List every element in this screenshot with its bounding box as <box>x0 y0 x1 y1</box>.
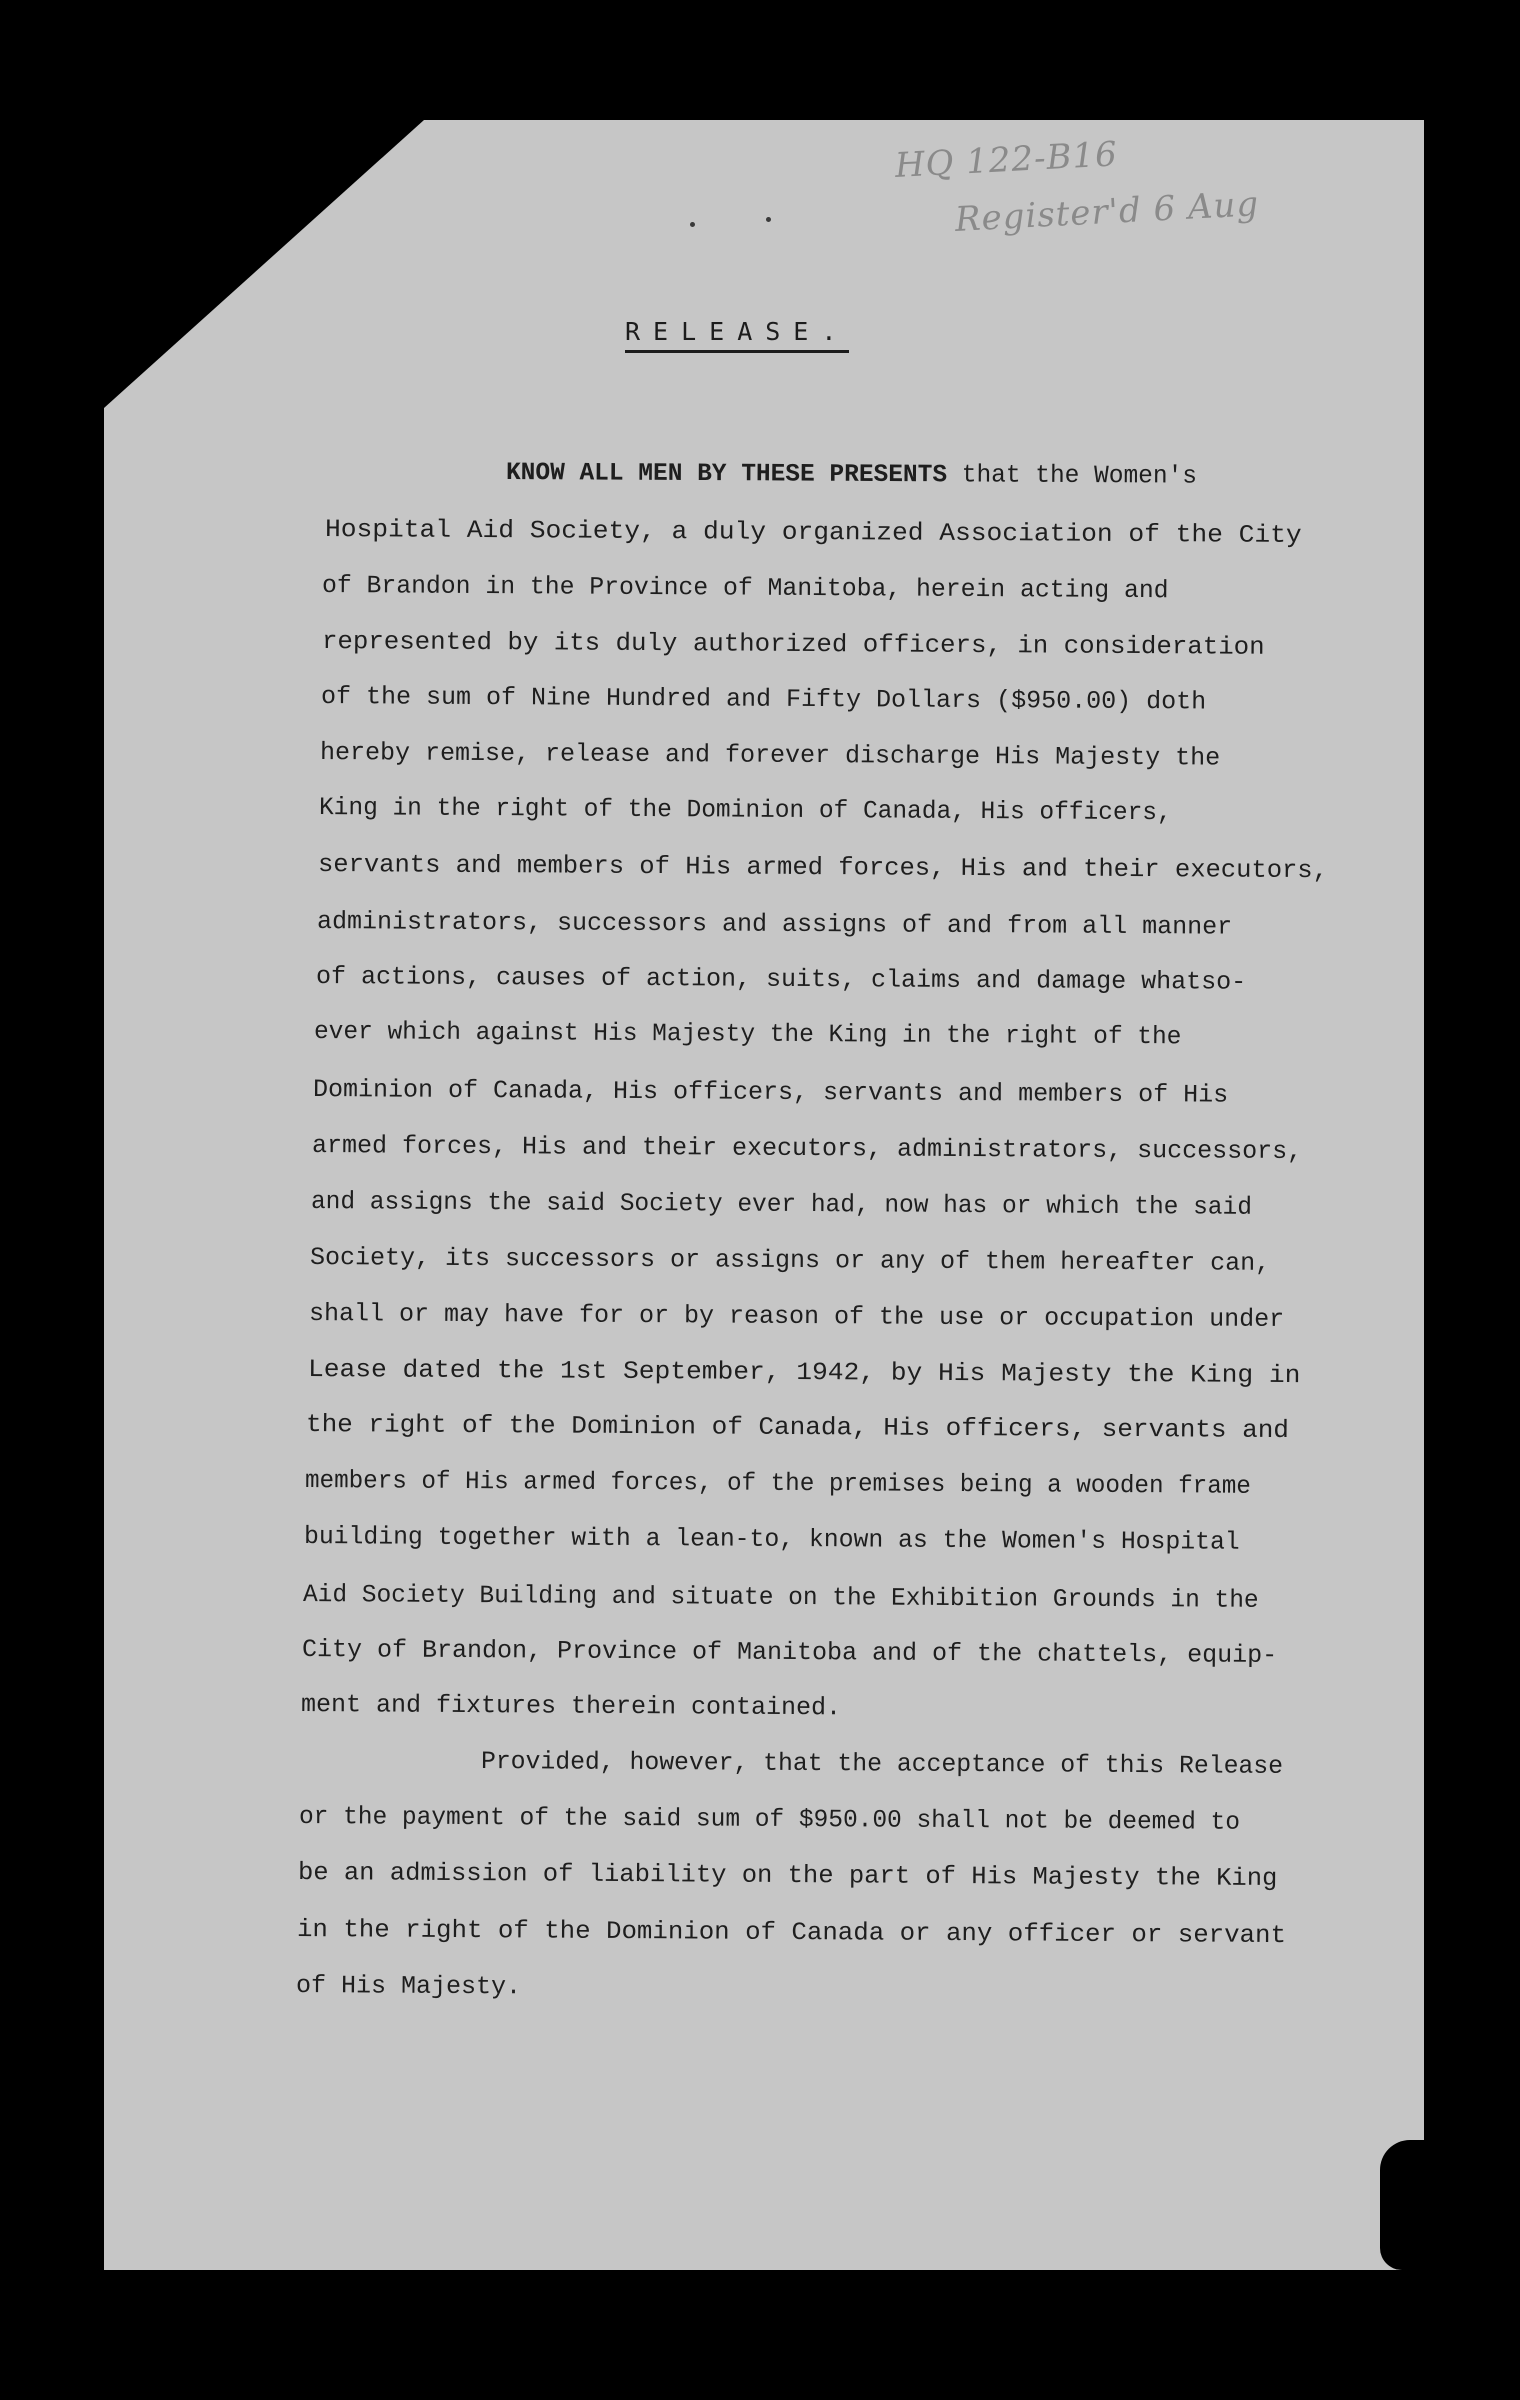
text-line: Aid Society Building and situate on the Exhibition Grounds in the <box>302 1580 1259 1615</box>
text-line: be an admission of liability on the part of His Majesty the King <box>297 1858 1278 1893</box>
text-line: of His Majesty. <box>295 1971 522 2002</box>
text-line: shall or may have for or by reason of the use or occupation under <box>308 1299 1285 1334</box>
text-line <box>506 458 1197 492</box>
handwritten-registration-note: Register'd 6 Aug <box>953 184 1261 240</box>
ink-dot <box>690 222 695 227</box>
text-line: ment and fixtures therein contained. <box>300 1690 842 1723</box>
text-line: armed forces, His and their executors, administrators, successors, <box>311 1131 1303 1167</box>
text-line: hereby remise, release and forever discharge His Majesty the <box>319 738 1221 773</box>
ink-dot <box>766 217 771 222</box>
text-line: City of Brandon, Province of Manitoba and of the chattels, equip- <box>301 1635 1278 1670</box>
text-line: in the right of the Dominion of Canada or any officer or servant <box>296 1915 1287 1951</box>
text-line-rest: that the Women's <box>946 460 1198 491</box>
text-line: of the sum of Nine Hundred and Fifty Dollars ($950.00) doth <box>320 682 1207 717</box>
text-line: of actions, causes of action, suits, claims and damage whatso- <box>315 962 1247 997</box>
text-line: Society, its successors or assigns or any of them hereafter can, <box>309 1243 1271 1278</box>
text-line: ever which against His Majesty the King in the right of the <box>313 1017 1182 1052</box>
text-line: and assigns the said Society ever had, now has or which the said <box>310 1187 1253 1222</box>
text-line: Dominion of Canada, His officers, servants and members of His <box>312 1075 1229 1110</box>
text-line: Lease dated the 1st September, 1942, by His Majesty the King in <box>307 1355 1301 1391</box>
text-line: members of His armed forces, of the premises being a wooden frame <box>304 1466 1251 1501</box>
text-line: represented by its duly authorized officers, in consideration <box>321 627 1265 662</box>
document-title: RELEASE. <box>625 317 849 353</box>
text-line: the right of the Dominion of Canada, His officers, servants and <box>305 1410 1290 1446</box>
paper-damage <box>1380 2140 1440 2270</box>
text-line: Provided, however, that the acceptance of this Release <box>480 1747 1284 1781</box>
text-line: building together with a lean-to, known as the Women's Hospital <box>303 1522 1240 1557</box>
opening-phrase: KNOW ALL MEN BY THESE PRESENTS <box>505 458 948 490</box>
text-line: administrators, successors and assigns of and from all manner <box>316 907 1233 942</box>
text-line: servants and members of His armed forces, His and their executors, <box>317 850 1329 886</box>
text-line: Hospital Aid Society, a duly organized Association of the City <box>324 515 1302 550</box>
text-line: King in the right of the Dominion of Canada, His officers, <box>318 793 1172 828</box>
handwritten-file-number: HQ 122-B16 <box>893 134 1119 186</box>
text-line: of Brandon in the Province of Manitoba, herein acting and <box>321 571 1169 606</box>
text-line: or the payment of the said sum of $950.00 shall not be deemed to <box>298 1802 1241 1837</box>
